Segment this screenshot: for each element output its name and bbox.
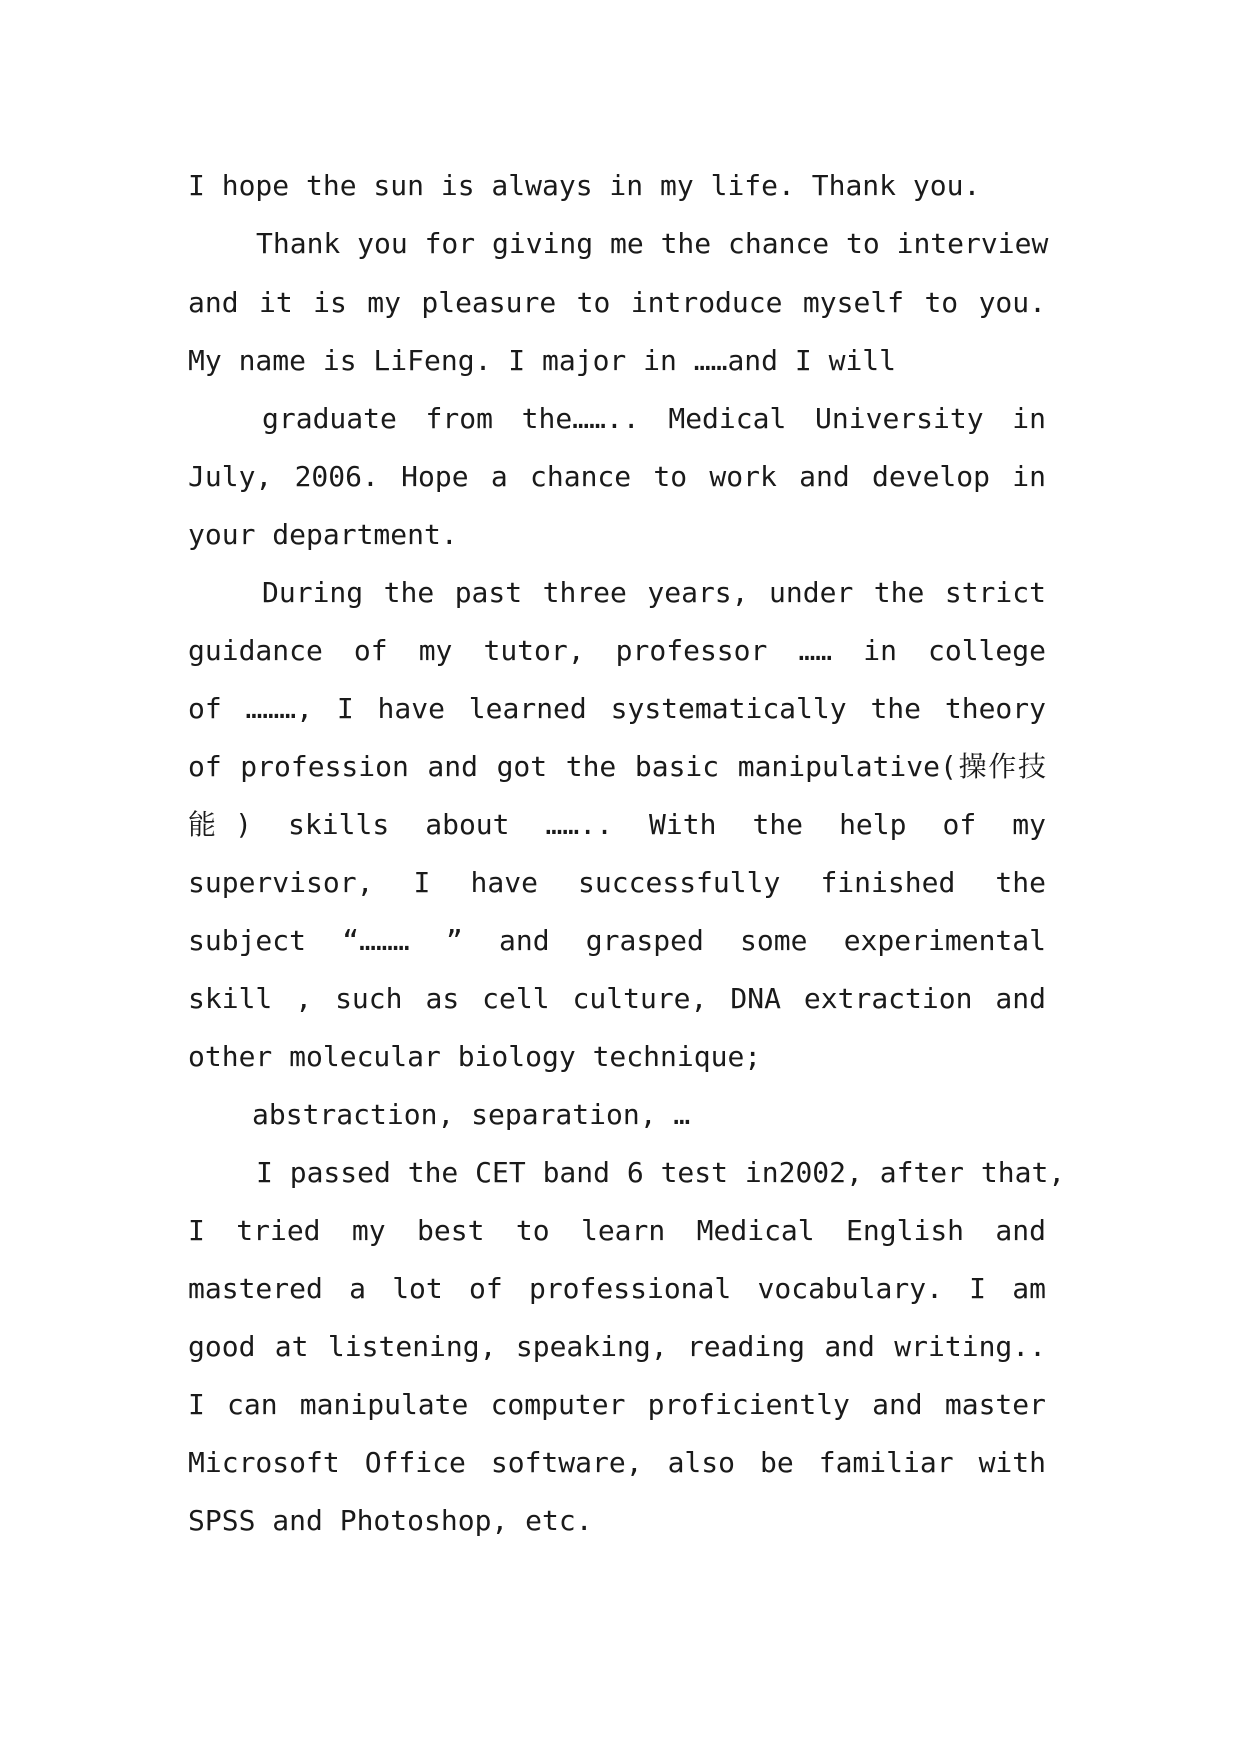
text-line: of ………, I have learned systematically the theory xyxy=(188,692,1046,725)
text-line: your department. xyxy=(188,518,458,551)
text-line: Microsoft Office software, also be familiar with xyxy=(188,1446,1046,1479)
text-line: I can manipulate computer proficiently and master xyxy=(188,1388,1046,1421)
text-line: graduate from the…….. Medical University in xyxy=(262,402,1046,435)
text-line: other molecular biology technique; xyxy=(188,1040,762,1073)
text-line: good at listening, speaking, reading and writing.. xyxy=(188,1330,1046,1363)
text-line: I tried my best to learn Medical English and xyxy=(188,1214,1046,1247)
text-line: SPSS and Photoshop, etc. xyxy=(188,1504,593,1537)
text-line: My name is LiFeng. I major in ……and I will xyxy=(188,344,897,377)
text-line: of profession and got the basic manipulative(操作技 xyxy=(188,750,1046,783)
text-line: During the past three years, under the strict xyxy=(262,576,1046,609)
text-line: guidance of my tutor, professor …… in college xyxy=(188,634,1046,667)
text-line: I hope the sun is always in my life. Thank you. xyxy=(188,169,981,202)
text-line: skill , such as cell culture, DNA extraction and xyxy=(188,982,1046,1015)
text-line: abstraction, separation, … xyxy=(252,1098,691,1131)
text-line: supervisor, I have successfully finished the xyxy=(188,866,1046,899)
text-line: I passed the CET band 6 test in2002, after that, xyxy=(256,1156,1066,1189)
text-line: mastered a lot of professional vocabulary. I am xyxy=(188,1272,1046,1305)
text-line: subject “……… ” and grasped some experimental xyxy=(188,924,1046,957)
text-line: Thank you for giving me the chance to interview xyxy=(256,227,1049,260)
text-line: and it is my pleasure to introduce myself to you. xyxy=(188,286,1046,319)
text-line: 能) skills about …….. With the help of my xyxy=(188,808,1046,841)
text-line: July, 2006. Hope a chance to work and develop in xyxy=(188,460,1046,493)
